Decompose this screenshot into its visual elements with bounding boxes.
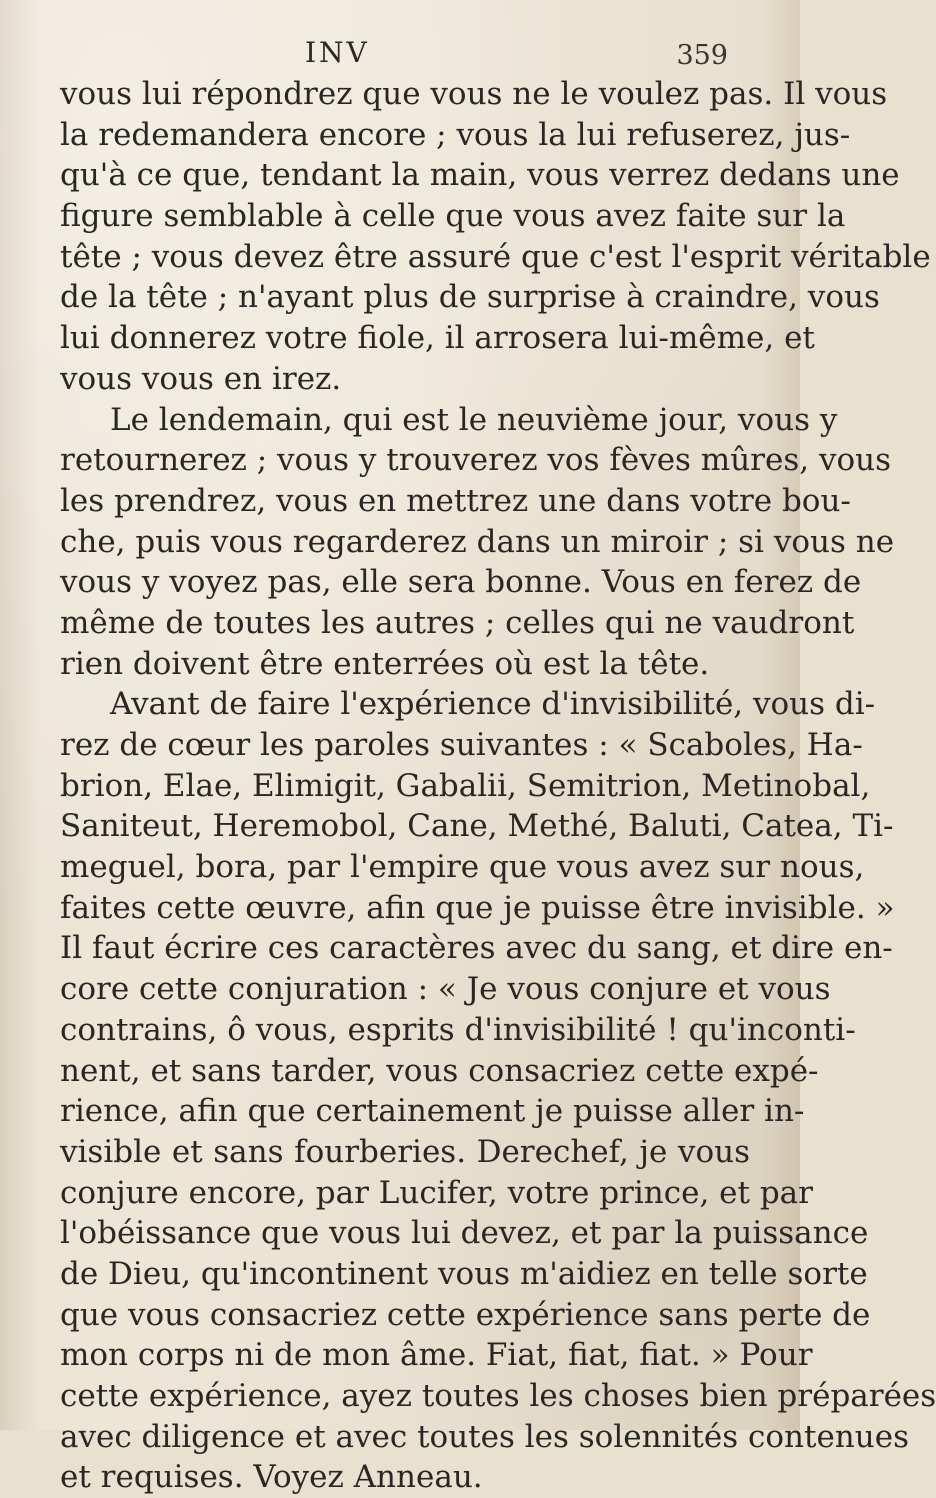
text-line: faites cette œuvre, afin que je puisse être invisible. » <box>60 889 895 926</box>
text-line: conjure encore, par Lucifer, votre prince, et par <box>60 1174 813 1211</box>
text-line: Le lendemain, qui est le neuvième jour, vous y <box>110 401 838 438</box>
text-line: cette expérience, ayez toutes les choses bien préparées <box>60 1378 936 1414</box>
page-header <box>60 36 740 76</box>
text-line: de Dieu, qu'incontinent vous m'aidiez en telle sorte <box>60 1255 868 1292</box>
text-line: meguel, bora, par l'empire que vous avez sur nous, <box>60 849 865 886</box>
text-line: mon corps ni de mon âme. Fiat, fiat, fiat. » Pour <box>60 1337 813 1374</box>
text-line: qu'à ce que, tendant la main, vous verrez dedans une <box>60 157 900 194</box>
text-line: avec diligence et avec toutes les solennités contenues <box>60 1418 909 1455</box>
text-line: tête ; vous devez être assuré que c'est l'esprit véritable <box>60 238 931 275</box>
text-line: retournerez ; vous y trouverez vos fèves mûres, vous <box>60 442 891 479</box>
text-line: Il faut écrire ces caractères avec du sang, et dire en- <box>60 930 893 967</box>
text-line: vous lui répondrez que vous ne le voulez pas. Il vous <box>60 76 888 112</box>
text-line: vous vous en irez. <box>60 360 342 397</box>
text-line: les prendrez, vous en mettrez une dans votre bou- <box>60 482 851 519</box>
text-line: che, puis vous regarderez dans un miroir ; si vous ne <box>60 523 895 560</box>
text-line: lui donnerez votre fiole, il arrosera lui-même, et <box>60 320 815 357</box>
text-line: visible et sans fourberies. Derechef, je vous <box>60 1133 750 1170</box>
page-number: 359 <box>676 40 728 71</box>
text-line: la redemandera encore ; vous la lui refuserez, jus- <box>60 116 851 153</box>
text-line: rez de cœur les paroles suivantes : « Scaboles, Ha- <box>60 727 863 763</box>
text-line: rien doivent être enterrées où est la tête. <box>60 645 710 682</box>
text-line: de la tête ; n'ayant plus de surprise à craindre, vous <box>60 279 880 316</box>
text-line: rience, afin que certainement je puisse aller in- <box>60 1093 805 1130</box>
text-line: que vous consacriez cette expérience sans perte de <box>60 1296 871 1333</box>
text-line: brion, Elae, Elimigit, Gabalii, Semitrion, Metinobal, <box>60 767 871 804</box>
text-line: figure semblable à celle que vous avez faite sur la <box>60 198 846 235</box>
text-line: Avant de faire l'expérience d'invisibilité, vous di- <box>110 686 876 723</box>
text-line: même de toutes les autres ; celles qui ne vaudront <box>60 604 855 641</box>
text-line: vous y voyez pas, elle sera bonne. Vous en ferez de <box>60 564 862 601</box>
text-line: nent, et sans tarder, vous consacriez cette expé- <box>60 1052 819 1089</box>
body-text <box>60 74 936 1498</box>
text-line: et requises. Voyez Anneau. <box>60 1459 483 1496</box>
text-line: core cette conjuration : « Je vous conjure et vous <box>60 971 831 1008</box>
text-line: contrains, ô vous, esprits d'invisibilité ! qu'inconti- <box>60 1011 856 1048</box>
running-head: INV <box>305 36 370 69</box>
text-line: Saniteut, Heremobol, Cane, Methé, Baluti, Catea, Ti- <box>60 808 894 845</box>
text-line: l'obéissance que vous lui devez, et par la puissance <box>60 1215 869 1252</box>
